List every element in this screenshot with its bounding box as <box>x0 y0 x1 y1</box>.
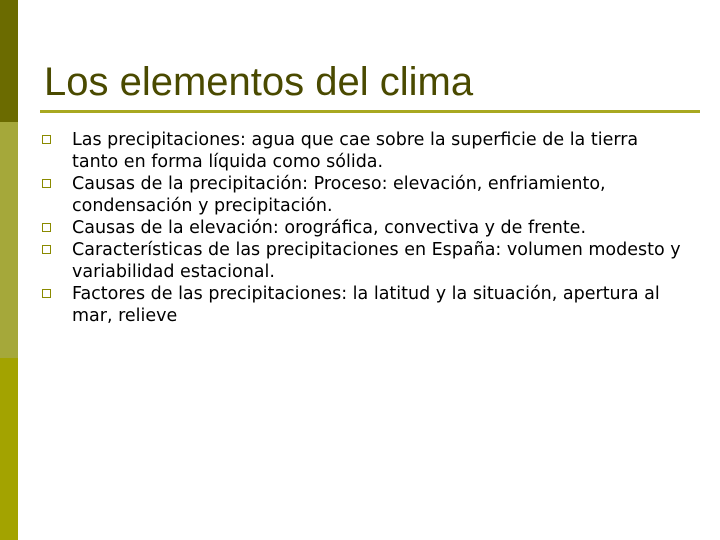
bullet-list <box>42 129 682 327</box>
sidebar-middle-band <box>0 122 18 358</box>
sidebar-bottom-band <box>0 358 18 540</box>
bullet-text: Factores de las precipitaciones: la latitud y la situación, apertura al mar, relieve <box>72 284 660 326</box>
bullet-text: Características de las precipitaciones en España: volumen modesto y variabilidad estacional. <box>72 240 681 282</box>
hollow-square-icon <box>42 179 51 188</box>
title-divider <box>40 110 700 113</box>
list-item <box>42 129 682 173</box>
list-item <box>42 239 682 283</box>
list-item <box>42 217 682 239</box>
list-item <box>42 283 682 327</box>
sidebar-top-band <box>0 0 18 122</box>
hollow-square-icon <box>42 135 51 144</box>
list-item <box>42 173 682 217</box>
hollow-square-icon <box>42 223 51 232</box>
bullet-text: Causas de la elevación: orográfica, convectiva y de frente. <box>72 218 587 238</box>
hollow-square-icon <box>42 245 51 254</box>
hollow-square-icon <box>42 289 51 298</box>
slide-title: Los elementos del clima <box>44 60 474 104</box>
bullet-text: Las precipitaciones: agua que cae sobre la superficie de la tierra tanto en forma líquida como sólida. <box>72 130 639 172</box>
bullet-text: Causas de la precipitación: Proceso: elevación, enfriamiento, condensación y precipitación. <box>72 174 606 216</box>
